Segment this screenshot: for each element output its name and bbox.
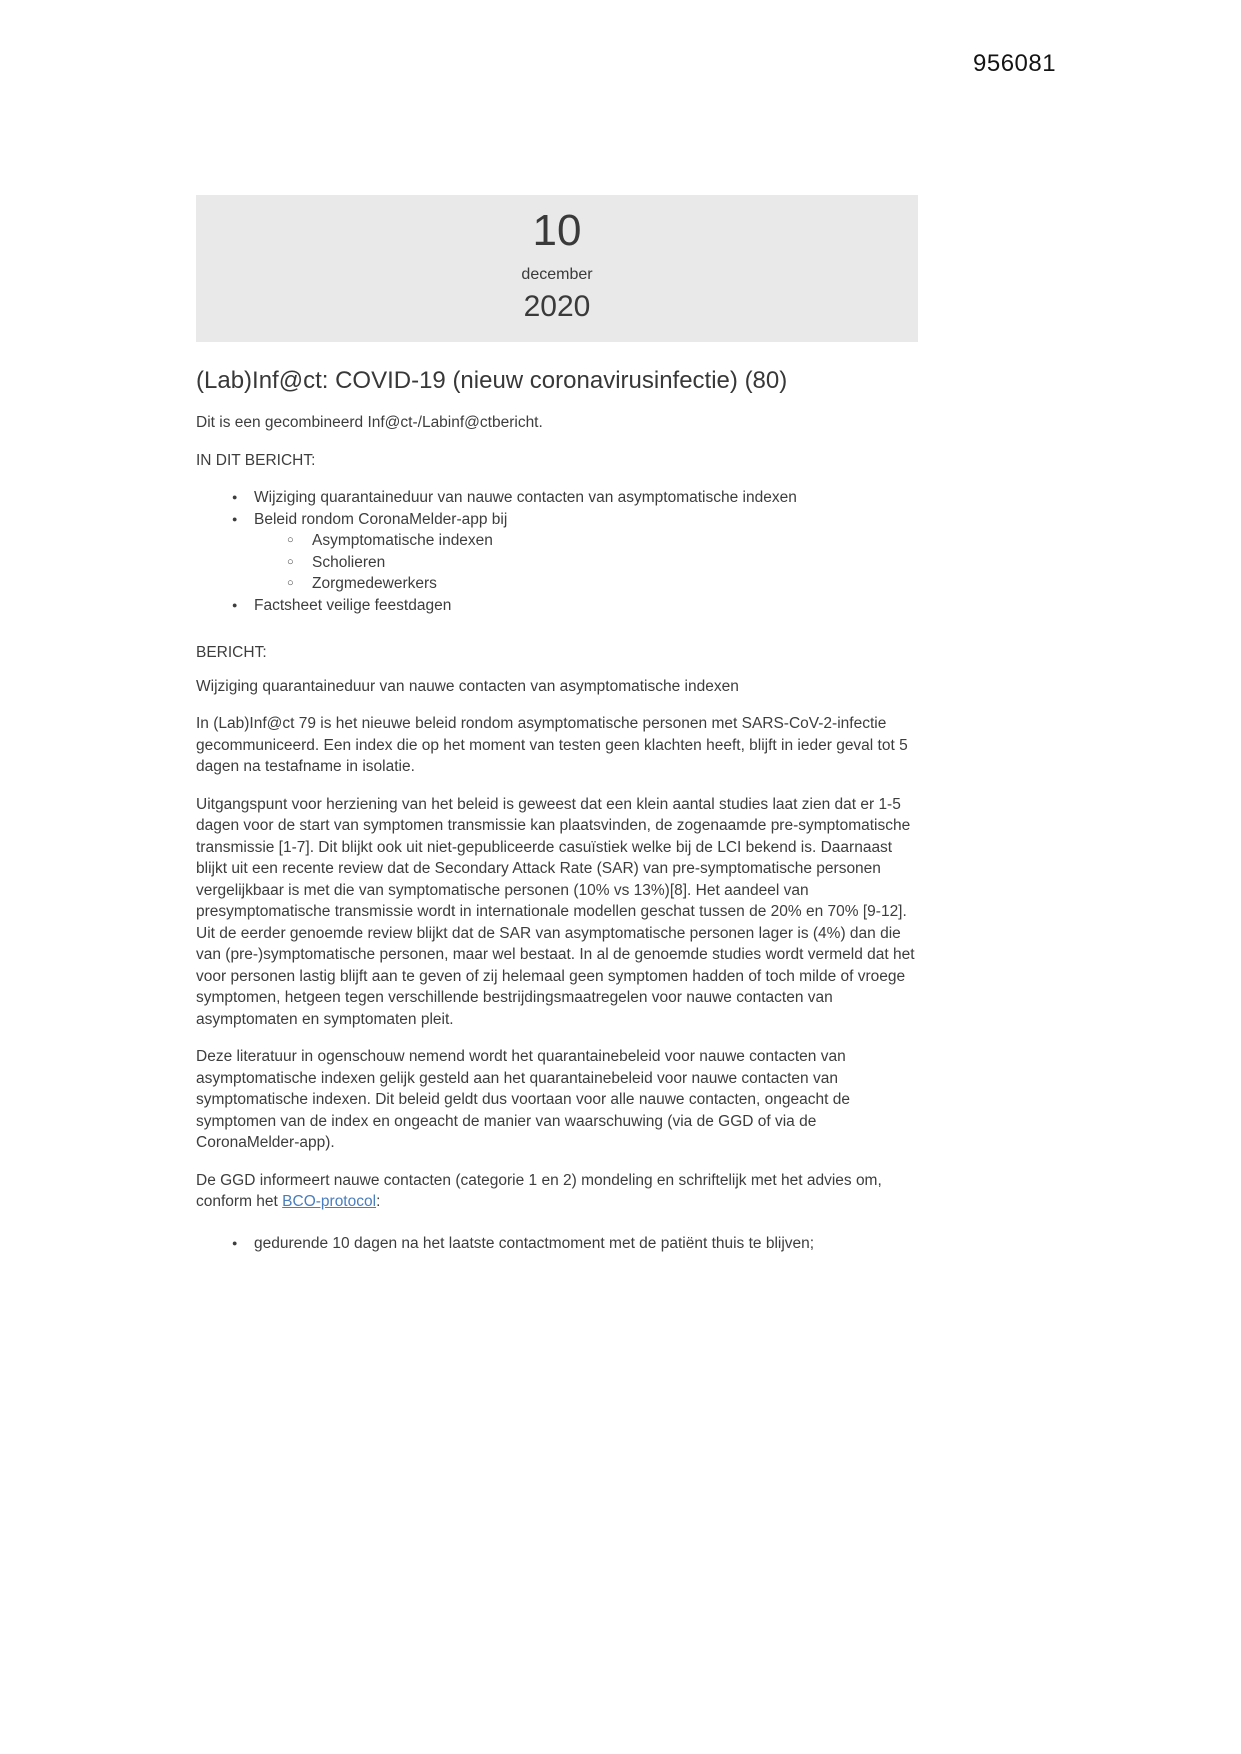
toc-heading: IN DIT BERICHT: (196, 451, 316, 469)
bco-protocol-link[interactable]: BCO-protocol (282, 1193, 377, 1210)
toc-item-coronamelder-beleid: ● Beleid rondom CoronaMelder-app bij (196, 509, 918, 531)
paragraph-4-text-before: De GGD informeert nauwe contacten (categorie 1 en 2) mondeling en schriftelijk met het advies om, conform het (196, 1171, 882, 1210)
advice-list (196, 1233, 918, 1255)
document-number: 956081 (973, 50, 1057, 77)
paragraph-3: Deze literatuur in ogenschouw nemend wordt het quarantainebeleid voor nauwe contacten van asymptomatische indexen gelijk gesteld aan het quarantainebeleid voor nauwe contacten van symptomatische indexen. Dit beleid geldt dus voortaan voor alle nauwe contacten, ongeacht de symptomen van de index en ongeacht de manier van waarschuwing (via de GGD of via de CoronaMelder-app). (196, 1048, 850, 1151)
toc-subitem-scholieren: ○ Scholieren (196, 552, 918, 574)
paragraph-1: In (Lab)Inf@ct 79 is het nieuwe beleid rondom asymptomatische personen met SARS-CoV-2-infectie gecommuniceerd. Een index die op het moment van testen geen klachten heeft, blijft in ieder geval tot 5 dagen na testafname in isolatie. (196, 715, 908, 775)
date-day: 10 (532, 206, 582, 255)
date-month: december (521, 266, 593, 283)
toc-subitem-asymptomatische-indexen: ○ Asymptomatische indexen (196, 530, 918, 552)
paragraph-2: Uitgangspunt voor herziening van het beleid is geweest dat een klein aantal studies laat zien dat er 1-5 dagen voor de start van symptomen transmissie kan plaatsvinden, de zogenaamde pre-symptomatische transmissie [1-7]. Dit blijkt ook uit niet-gepubliceerde casuïstiek welke bij de LCI bekend is. Daarnaast blijkt uit een recente review dat de Secondary Attack Rate (SAR) van pre-symptomatische personen vergelijkbaar is met die van symptomatische personen (10% vs 13%)[8]. Het aandeel van presymptomatische transmissie wordt in internationale modellen geschat tussen de 20% en 70% [9-12]. Uit de eerder genoemde review blijkt dat de SAR van asymptomatische personen lager is (4%) dan die van (pre-)symptomatische personen, maar wel bestaat. In al de genoemde studies wordt vermeld dat het voor personen lastig blijft aan te geven of zij helemaal geen symptomen hadden of toch milde of vroege symptomen, hetgeen tegen verschillende bestrijdingsmaatregelen voor nauwe contacten van asymptomaten en symptomaten pleit. (196, 795, 915, 1028)
document-content (196, 195, 918, 1254)
date-year: 2020 (523, 290, 591, 323)
article-title: (Lab)Inf@ct: COVID-19 (nieuw coronavirusinfectie) (80) (196, 367, 788, 394)
toc-list (196, 487, 918, 616)
date-banner (196, 195, 918, 342)
paragraph-4-text-after: : (376, 1193, 381, 1210)
toc-item-factsheet: ● Factsheet veilige feestdagen (196, 595, 918, 617)
advice-item-thuisblijven: ● gedurende 10 dagen na het laatste contactmoment met de patiënt thuis te blijven; (196, 1233, 918, 1255)
bericht-heading: BERICHT: (196, 644, 267, 661)
article-subtitle: Dit is een gecombineerd Inf@ct-/Labinf@ctbericht. (196, 414, 543, 431)
toc-subitem-zorgmedewerkers: ○ Zorgmedewerkers (196, 573, 918, 595)
section-title: Wijziging quarantaineduur van nauwe contacten van asymptomatische indexen (196, 677, 739, 695)
paragraph-4 (196, 1170, 918, 1213)
toc-item-quarantaineduur: ● Wijziging quarantaineduur van nauwe contacten van asymptomatische indexen (196, 487, 918, 509)
